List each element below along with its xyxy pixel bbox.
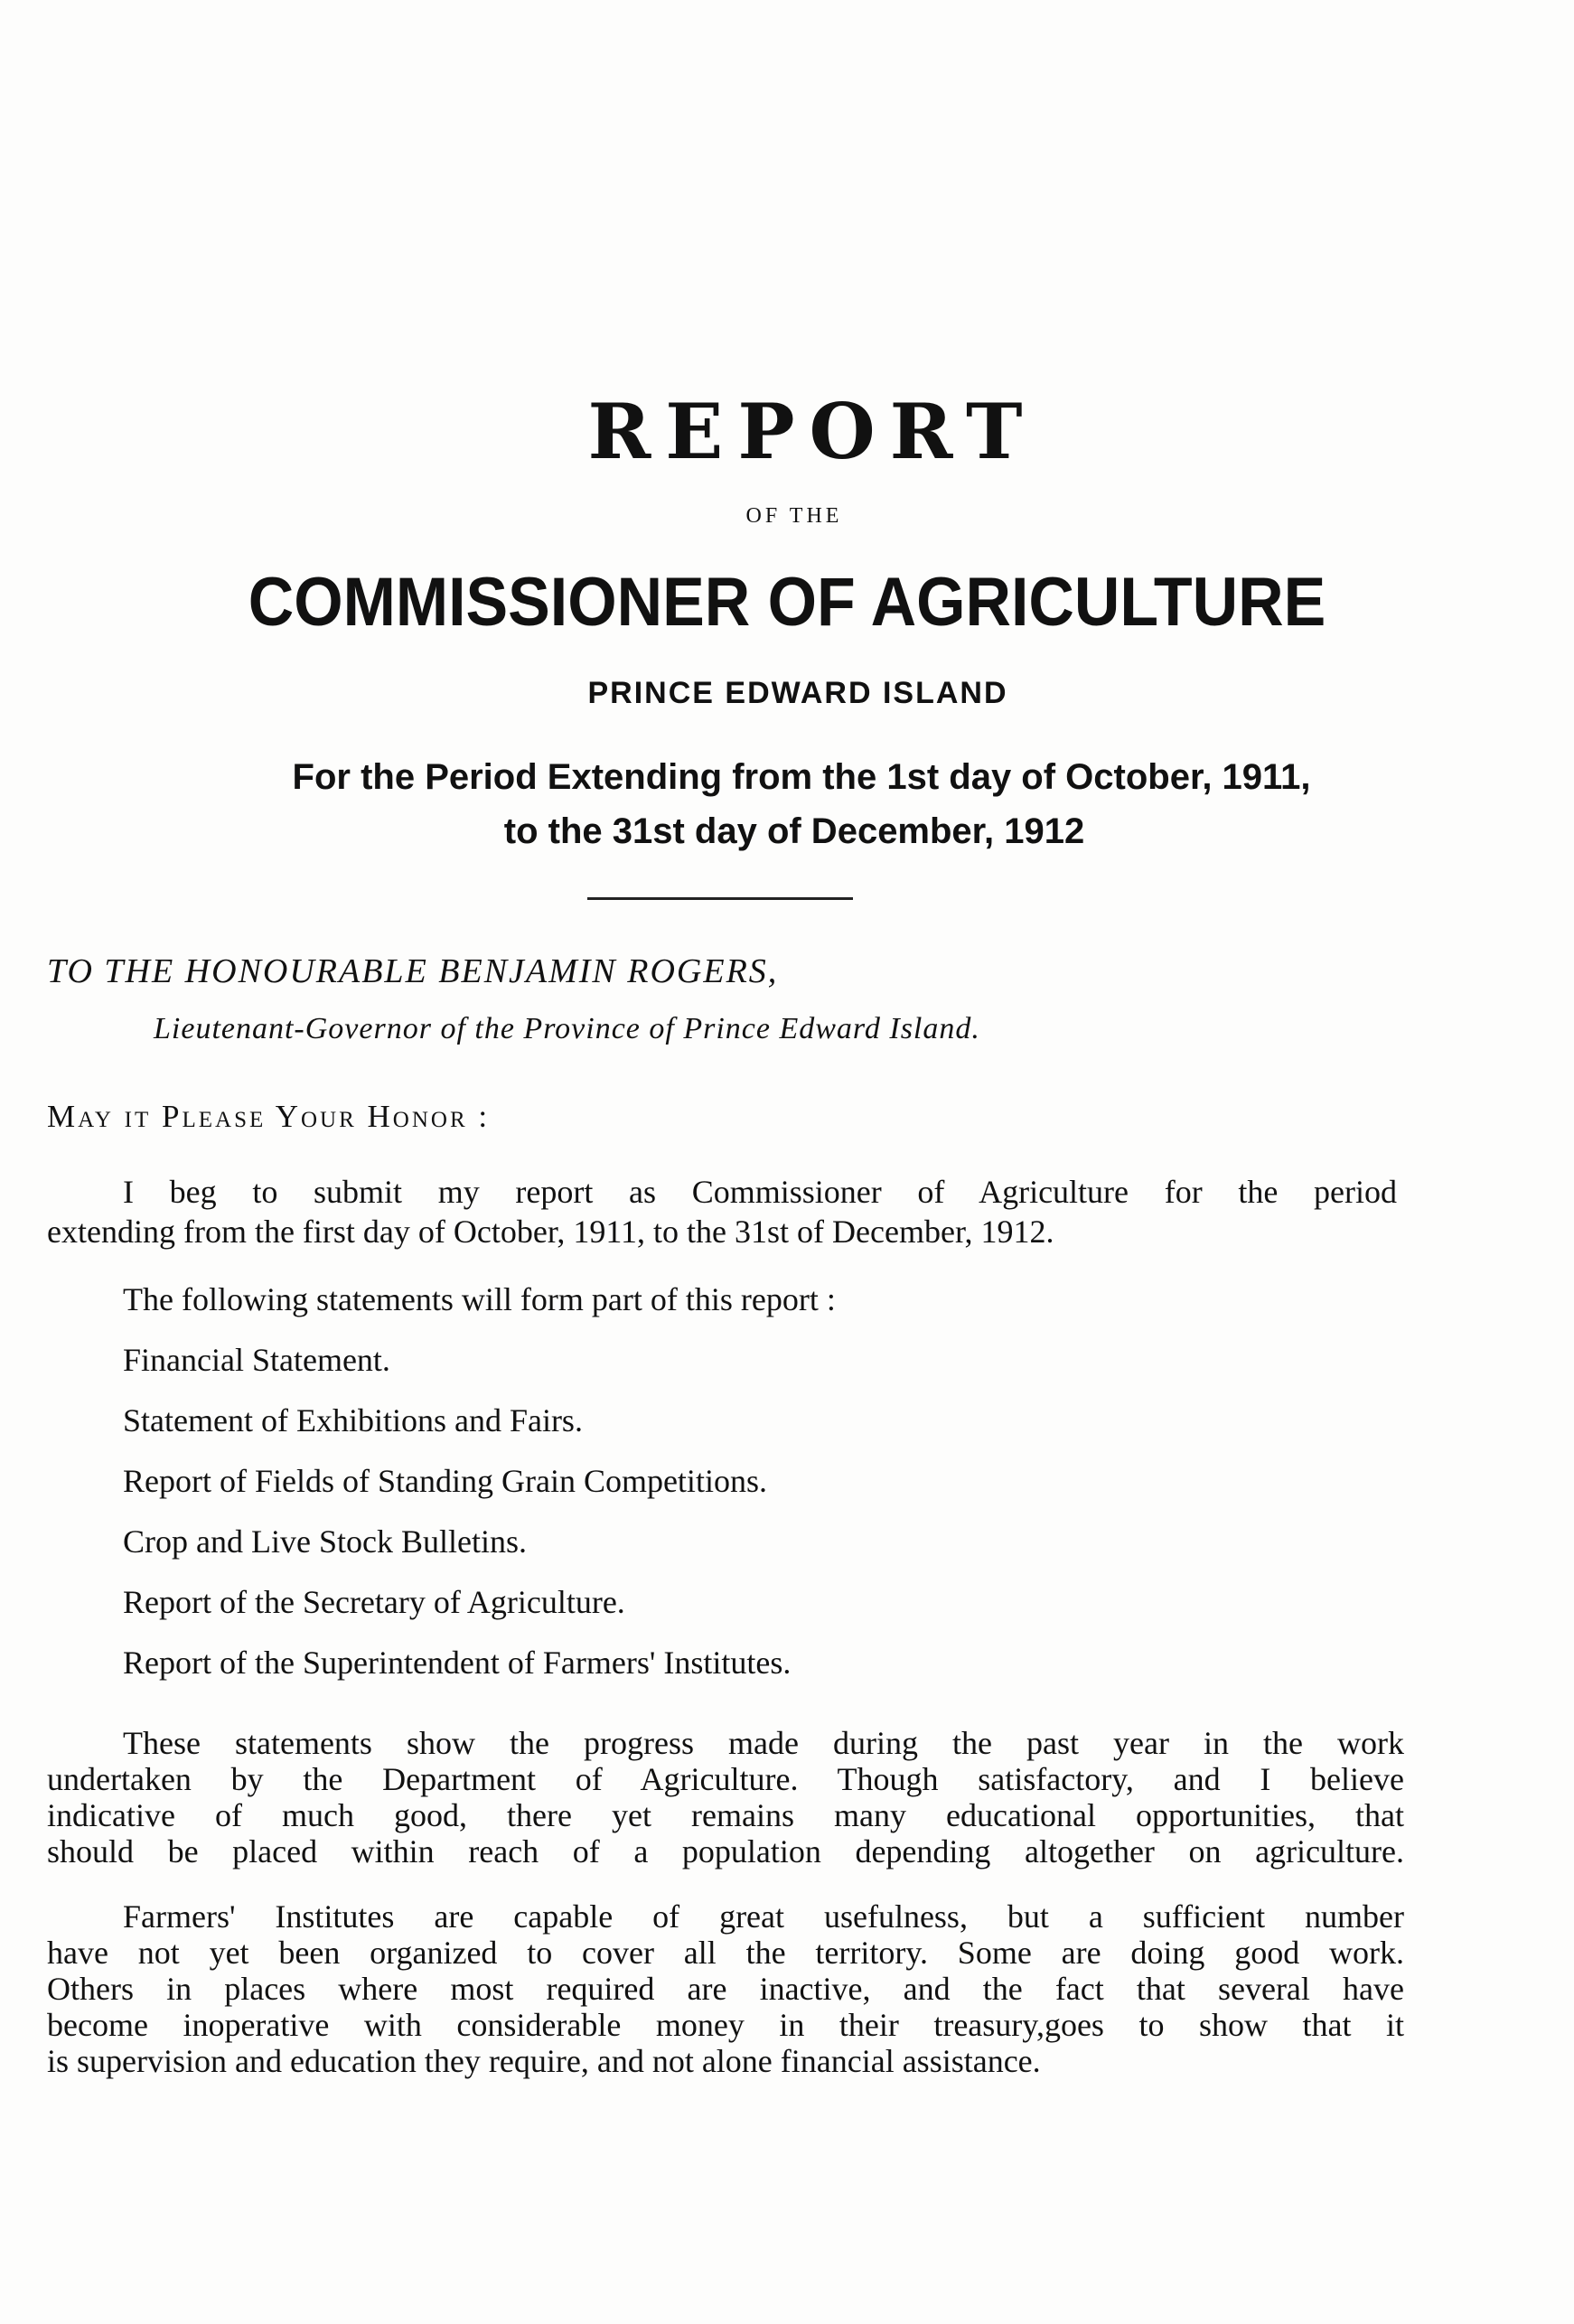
of-the-label: OF THE xyxy=(745,504,843,528)
list-item: Financial Statement. xyxy=(123,1342,390,1378)
list-item: Report of the Secretary of Agriculture. xyxy=(123,1584,625,1620)
divider-rule xyxy=(587,897,853,900)
list-intro: The following statements will form part of this report : xyxy=(123,1281,836,1317)
paragraph-3-line-3: Others in places where most required are inactive, and the fact that several have xyxy=(47,1971,1404,2007)
paragraph-2-line-1: These statements show the progress made during the past year in the work xyxy=(123,1725,1404,1761)
list-item: Statement of Exhibitions and Fairs. xyxy=(123,1402,583,1438)
list-item: Report of Fields of Standing Grain Competitions. xyxy=(123,1463,767,1499)
paragraph-3-line-4: become inoperative with considerable money in their treasury,goes to show that it xyxy=(47,2007,1404,2043)
paragraph-3-line-1: Farmers' Institutes are capable of great usefulness, but a sufficient number xyxy=(123,1898,1404,1935)
report-title: REPORT xyxy=(587,387,1037,476)
province-heading: PRINCE EDWARD ISLAND xyxy=(587,676,1008,710)
period-line-1: For the Period Extending from the 1st day of October, 1911, xyxy=(292,757,1311,797)
list-item: Crop and Live Stock Bulletins. xyxy=(123,1523,527,1560)
paragraph-3-line-5: is supervision and education they require, and not alone financial assistance. xyxy=(47,2043,1041,2079)
addressee: TO THE HONOURABLE BENJAMIN ROGERS, xyxy=(47,952,779,990)
period-line-2: to the 31st day of December, 1912 xyxy=(503,811,1085,851)
paragraph-1-line-2: extending from the first day of October, 1911, to the 31st of December, 1912. xyxy=(47,1214,1054,1250)
paragraph-2-line-3: indicative of much good, there yet remains many educational opportunities, that xyxy=(47,1797,1404,1833)
list-item: Report of the Superintendent of Farmers' Institutes. xyxy=(123,1645,792,1681)
paragraph-1-line-1: I beg to submit my report as Commissioner of Agriculture for the period xyxy=(123,1174,1397,1210)
paragraph-3-line-2: have not yet been organized to cover all the territory. Some are doing good work. xyxy=(47,1935,1404,1971)
salutation: May it Please Your Honor : xyxy=(47,1099,491,1134)
governor-title: Lieutenant-Governor of the Province of Prince Edward Island. xyxy=(154,1012,980,1045)
commissioner-heading: COMMISSIONER OF AGRICULTURE xyxy=(248,564,1326,641)
paragraph-2-line-4: should be placed within reach of a population depending altogether on agriculture. xyxy=(47,1833,1404,1870)
paragraph-2-line-2: undertaken by the Department of Agriculture. Though satisfactory, and I believe xyxy=(47,1761,1404,1797)
